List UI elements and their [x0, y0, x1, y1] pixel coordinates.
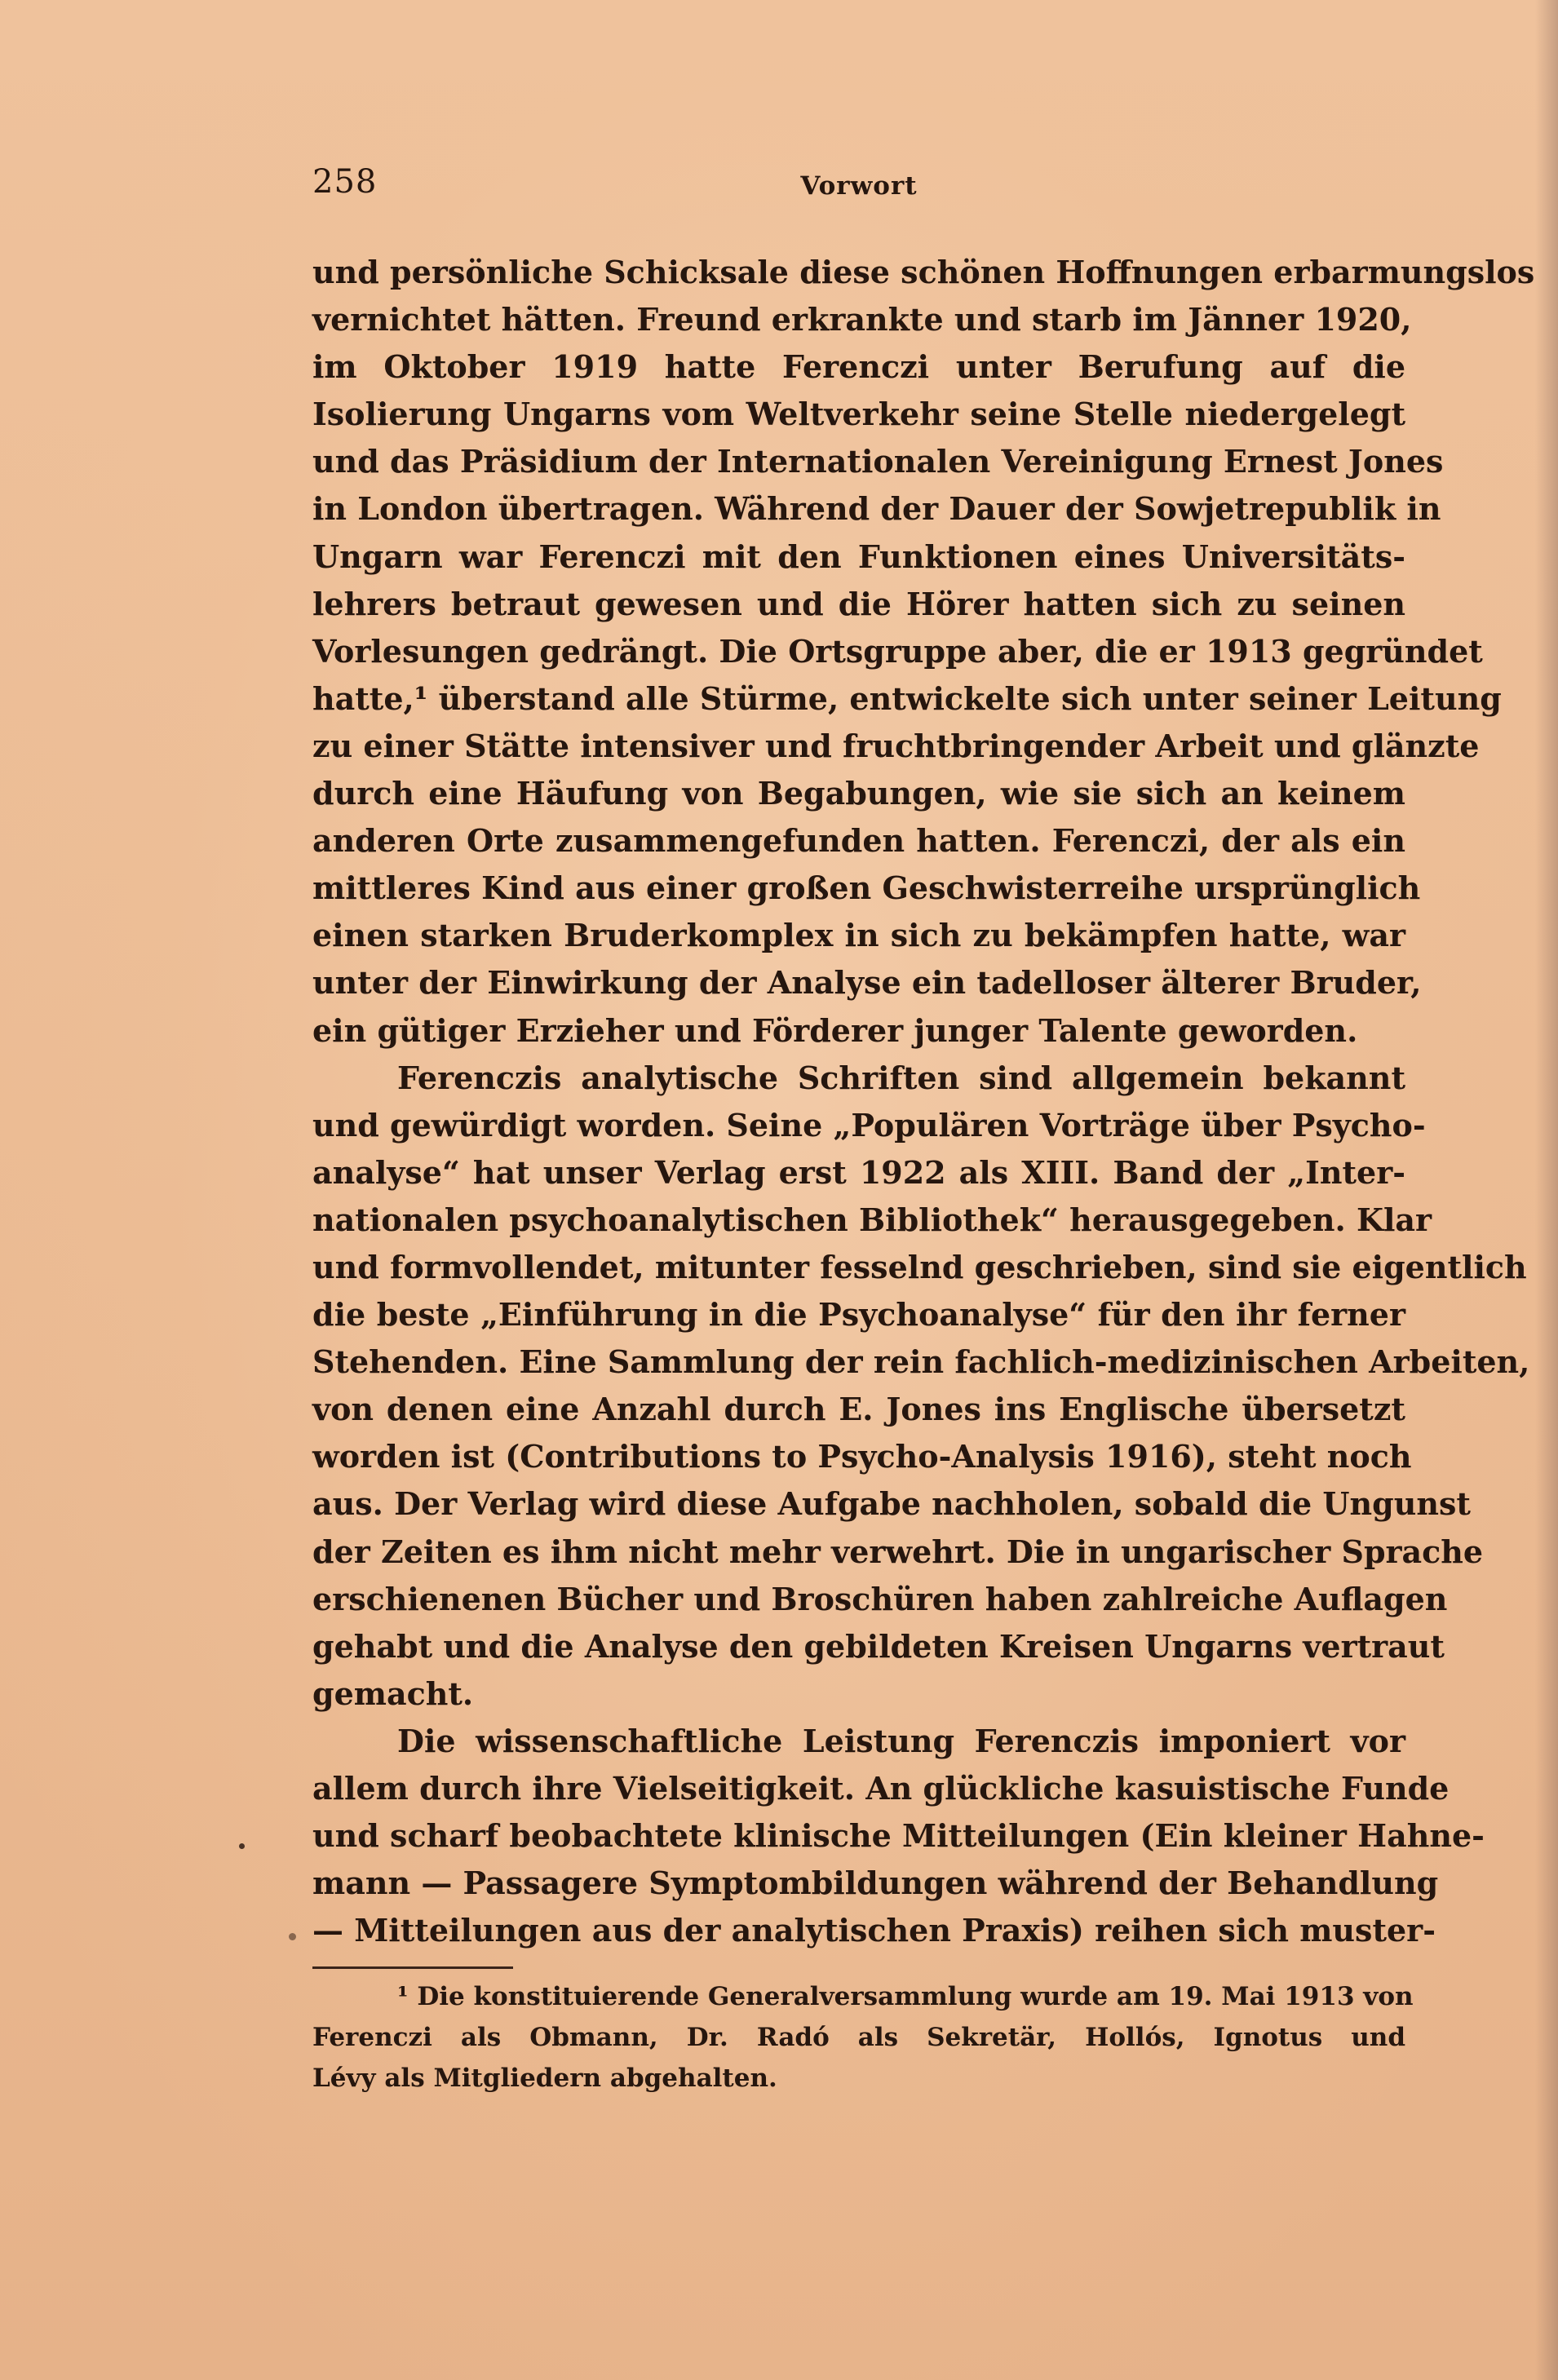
running-head: Vorwort: [800, 171, 918, 201]
text-line: und persönliche Schicksale diese schönen Hoffnungen erbarmungslos: [312, 254, 1535, 290]
text-line: lehrers betraut gewesen und die Hörer hatten sich zu seinen: [312, 585, 1405, 622]
paper-speck: [239, 1843, 245, 1849]
text-line: und scharf beobachtete klinische Mitteilungen (Ein kleiner Hahne-: [312, 1817, 1485, 1855]
text-line: Ungarn war Ferenczi mit den Funktionen eines Universitäts-: [312, 537, 1405, 575]
text-line: gemacht.: [312, 1674, 474, 1712]
footnote-line: ¹ Die konstituierende Generalversammlung wurde am 19. Mai 1913 von: [397, 1982, 1414, 2011]
text-line: von denen eine Anzahl durch E. Jones ins Englische übersetzt: [312, 1391, 1405, 1428]
text-line: mittleres Kind aus einer großen Geschwisterreihe ursprünglich: [312, 869, 1421, 907]
text-line: durch eine Häufung von Begabungen, wie sie sich an keinem: [312, 775, 1405, 812]
paragraph-3: [312, 1718, 1485, 1954]
text-line: und das Präsidium der Internationalen Vereinigung Ernest Jones: [312, 443, 1444, 480]
footnote-line: Lévy als Mitgliedern abgehalten.: [312, 2064, 777, 2093]
text-line: Vorlesungen gedrängt. Die Ortsgruppe aber, die er 1913 gegründet: [312, 632, 1483, 670]
text-line: erschienenen Bücher und Broschüren haben zahlreiche Auflagen: [312, 1580, 1448, 1617]
page-binding-shadow: [1535, 0, 1558, 2380]
text-line: mann — Passagere Symptombildungen während der Behandlung: [312, 1865, 1439, 1902]
text-line: analyse“ hat unser Verlag erst 1922 als XIII. Band der „Inter-: [312, 1153, 1405, 1191]
text-line: unter der Einwirkung der Analyse ein tadelloser älterer Bruder,: [312, 964, 1422, 1002]
text-line: — Mitteilungen aus der analytischen Praxis) reihen sich muster-: [312, 1912, 1436, 1949]
text-line: allem durch ihre Vielseitigkeit. An glückliche kasuistische Funde: [312, 1770, 1450, 1807]
text-line: im Oktober 1919 hatte Ferenczi unter Berufung auf die: [312, 348, 1405, 386]
text-line: worden ist (Contributions to Psycho-Analysis 1916), steht noch: [312, 1438, 1412, 1475]
body-text: [312, 249, 1535, 1954]
page-number: 258: [312, 163, 378, 201]
text-line: und gewürdigt worden. Seine „Populären Vorträge über Psycho-: [312, 1106, 1426, 1144]
paragraph-2: [312, 1055, 1530, 1718]
text-line: Isolierung Ungarns vom Weltverkehr seine Stelle niedergelegt: [312, 396, 1405, 433]
text-line: und formvollendet, mitunter fesselnd geschrieben, sind sie eigentlich: [312, 1248, 1527, 1285]
text-line: einen starken Bruderkomplex in sich zu bekämpfen hatte, war: [312, 917, 1405, 954]
text-line: Die wissenschaftliche Leistung Ferenczis imponiert vor: [397, 1722, 1405, 1759]
footnote-rule: [312, 1966, 513, 1969]
text-line: nationalen psychoanalytischen Bibliothek“ herausgegeben. Klar: [312, 1201, 1432, 1238]
text-line: ein gütiger Erzieher und Förderer junger Talente geworden.: [312, 1011, 1358, 1049]
text-line: die beste „Einführung in die Psychoanalyse“ für den ihr ferner: [312, 1296, 1405, 1334]
text-line: der Zeiten es ihm nicht mehr verwehrt. Die in ungarischer Sprache: [312, 1533, 1484, 1570]
text-line: Stehenden. Eine Sammlung der rein fachlich-medizinischen Arbeiten,: [312, 1343, 1530, 1381]
text-line: in London übertragen. Während der Dauer der Sowjetrepublik in: [312, 490, 1441, 528]
text-line: vernichtet hätten. Freund erkrankte und starb im Jänner 1920,: [312, 301, 1412, 338]
text-line: Ferenczis analytische Schriften sind allgemein bekannt: [397, 1059, 1405, 1096]
text-line: aus. Der Verlag wird diese Aufgabe nachholen, sobald die Ungunst: [312, 1485, 1471, 1523]
paragraph-1: [312, 249, 1535, 1055]
text-line: zu einer Stätte intensiver und fruchtbringender Arbeit und glänzte: [312, 727, 1480, 764]
paper-speck: [289, 1933, 296, 1940]
text-line: anderen Orte zusammengefunden hatten. Ferenczi, der als ein: [312, 822, 1405, 860]
footnote: [312, 1976, 1414, 2099]
footnote-line: Ferenczi als Obmann, Dr. Radó als Sekretär, Hollós, Ignotus und: [312, 2023, 1405, 2052]
text-line: gehabt und die Analyse den gebildeten Kreisen Ungarns vertraut: [312, 1627, 1445, 1665]
text-line: hatte,¹ überstand alle Stürme, entwickelte sich unter seiner Leitung: [312, 679, 1502, 717]
page-header: [312, 163, 1405, 212]
